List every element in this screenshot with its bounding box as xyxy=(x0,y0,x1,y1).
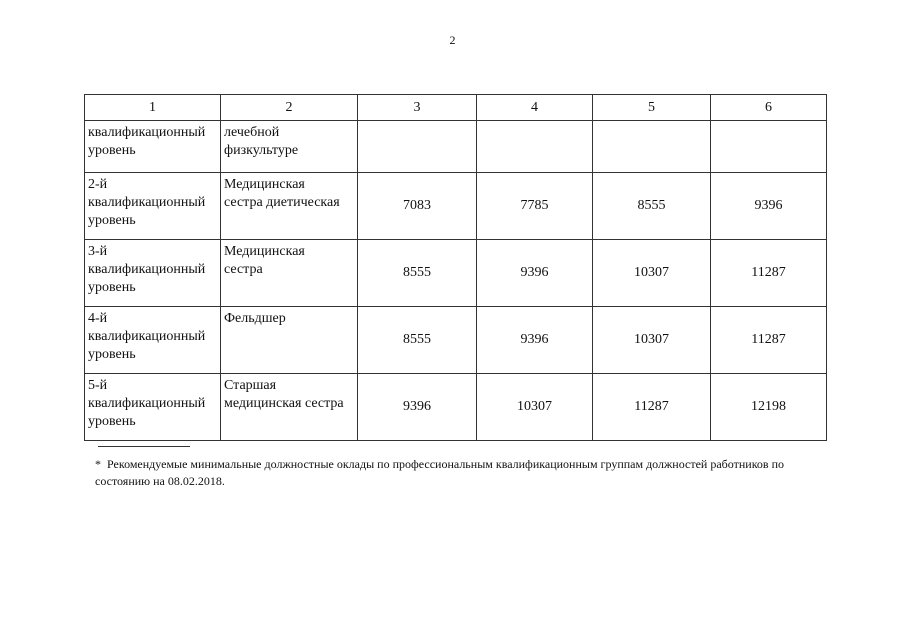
salary-cell: 12198 xyxy=(711,374,827,441)
footnote xyxy=(95,456,840,490)
qualification-level-line: 5-й xyxy=(88,378,108,393)
position-line: лечебной xyxy=(224,125,280,140)
position-line: физкультуре xyxy=(224,143,299,158)
qualification-level-line: квалификационный xyxy=(88,195,206,210)
salary-cell: 10307 xyxy=(593,240,711,307)
column-header: 6 xyxy=(711,95,827,121)
position-cell xyxy=(221,307,358,374)
column-header: 1 xyxy=(85,95,221,121)
position-cell xyxy=(221,173,358,240)
qualification-level-cell xyxy=(85,240,221,307)
salary-cell: 9396 xyxy=(477,307,593,374)
qualification-level-line: уровень xyxy=(88,347,136,362)
salary-cell xyxy=(358,121,477,173)
position-cell xyxy=(221,121,358,173)
qualification-level-line: уровень xyxy=(88,414,136,429)
qualification-level-line: 4-й xyxy=(88,311,108,326)
position-line: Фельдшер xyxy=(224,311,286,326)
table-header-row xyxy=(85,95,827,121)
qualification-level-cell xyxy=(85,121,221,173)
qualification-level-line: уровень xyxy=(88,143,136,158)
salary-cell: 10307 xyxy=(477,374,593,441)
salary-cell: 9396 xyxy=(477,240,593,307)
page-number: 2 xyxy=(449,33,456,47)
position-line: Старшая xyxy=(224,378,277,393)
table-row xyxy=(85,173,827,240)
column-header: 3 xyxy=(358,95,477,121)
salary-cell: 7083 xyxy=(358,173,477,240)
position-line: Медицинская xyxy=(224,244,305,259)
qualification-level-cell xyxy=(85,374,221,441)
footnote-divider xyxy=(98,446,190,447)
salary-cell xyxy=(711,121,827,173)
salary-cell: 11287 xyxy=(711,307,827,374)
salary-cell xyxy=(593,121,711,173)
salary-table xyxy=(84,94,827,441)
qualification-level-line: квалификационный xyxy=(88,329,206,344)
position-cell xyxy=(221,240,358,307)
position-line: медицинская сестра xyxy=(224,396,344,411)
salary-cell: 7785 xyxy=(477,173,593,240)
qualification-level-line: 3-й xyxy=(88,244,108,259)
qualification-level-cell xyxy=(85,173,221,240)
qualification-level-line: 2-й xyxy=(88,177,108,192)
column-header: 4 xyxy=(477,95,593,121)
column-header: 5 xyxy=(593,95,711,121)
table-row xyxy=(85,240,827,307)
salary-cell: 10307 xyxy=(593,307,711,374)
salary-cell: 11287 xyxy=(711,240,827,307)
qualification-level-line: уровень xyxy=(88,280,136,295)
position-cell xyxy=(221,374,358,441)
salary-cell: 8555 xyxy=(358,240,477,307)
salary-cell: 9396 xyxy=(711,173,827,240)
position-line: сестра xyxy=(224,262,263,277)
qualification-level-line: квалификационный xyxy=(88,262,206,277)
qualification-level-line: квалификационный xyxy=(88,396,206,411)
qualification-level-cell xyxy=(85,307,221,374)
position-line: сестра диетическая xyxy=(224,195,340,210)
salary-cell: 8555 xyxy=(358,307,477,374)
salary-cell xyxy=(477,121,593,173)
table-row xyxy=(85,121,827,173)
column-header: 2 xyxy=(221,95,358,121)
qualification-level-line: квалификационный xyxy=(88,125,206,140)
footnote-mark: * xyxy=(95,457,101,471)
table-row xyxy=(85,374,827,441)
salary-cell: 9396 xyxy=(358,374,477,441)
table-row xyxy=(85,307,827,374)
qualification-level-line: уровень xyxy=(88,213,136,228)
salary-cell: 11287 xyxy=(593,374,711,441)
footnote-text: Рекомендуемые минимальные должностные оклады по профессиональным квалификационным группам должностей работников по состоянию на 08.02.2018. xyxy=(95,457,785,488)
salary-cell: 8555 xyxy=(593,173,711,240)
position-line: Медицинская xyxy=(224,177,305,192)
